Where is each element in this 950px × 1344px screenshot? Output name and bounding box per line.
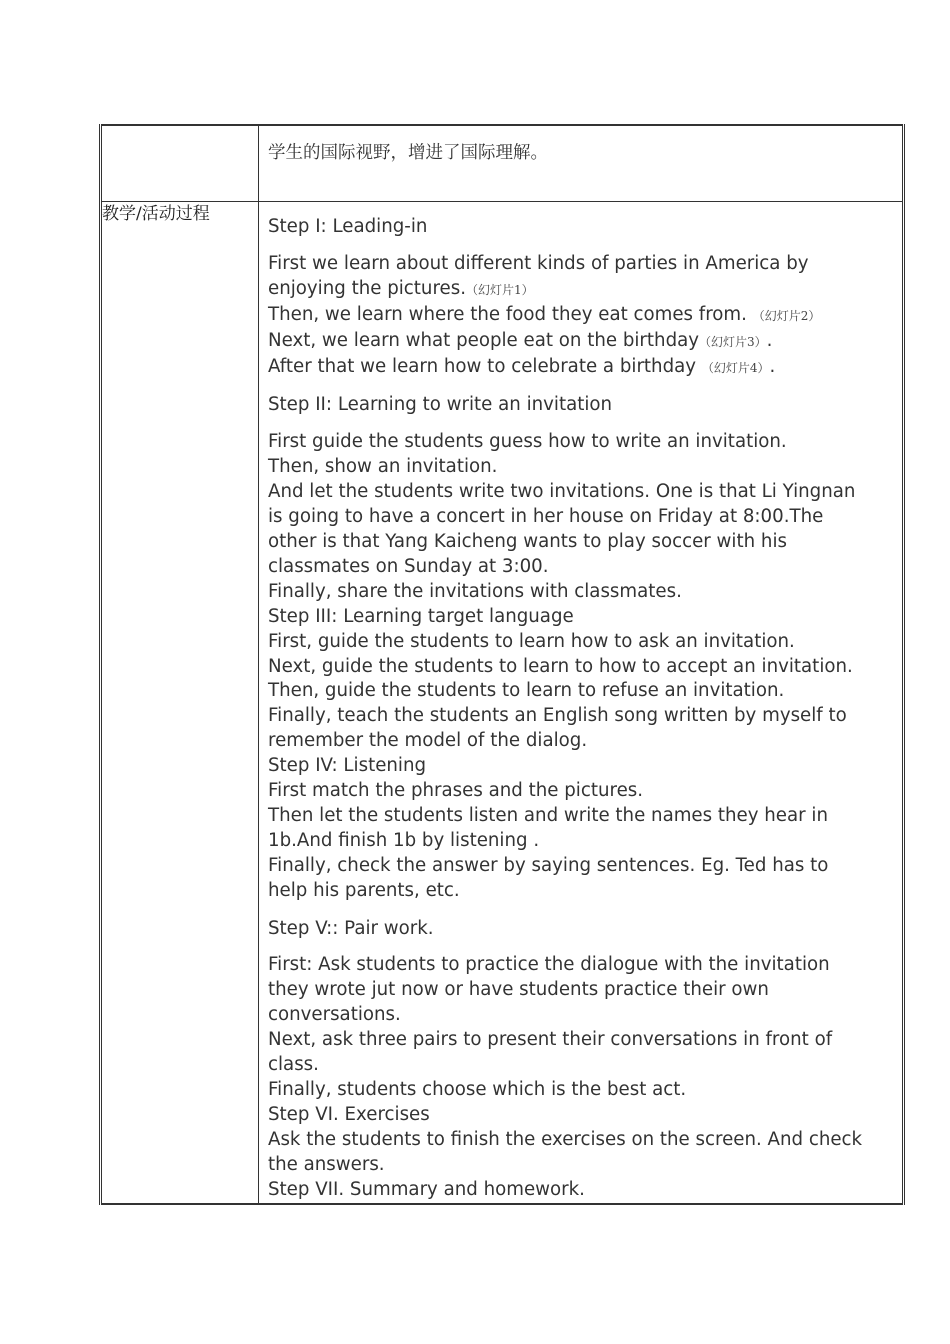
slide-note: （幻灯片3） [699,334,767,349]
text-line: First: Ask students to practice the dialogue with the invitation [268,954,830,976]
line-text: Next, we learn what people eat on the birthday [268,329,700,351]
text-line: conversations. [268,1004,401,1026]
teaching-process-content [259,202,904,1204]
text-line: Step VI. Exercises [268,1103,430,1125]
line-text: After that we learn how to celebrate a birthday [268,355,702,377]
text-line: Step IV: Listening [268,755,427,777]
slide-note: （幻灯片1） [465,282,534,297]
row-label-cell [101,125,259,202]
text-line: Finally, students choose which is the best act. [268,1079,687,1100]
text-line: Step III: Learning target language [268,605,574,627]
row-content-cell [259,125,904,202]
text-line: Then let the students listen and write the names they hear in [268,804,828,826]
text-line: First match the phrases and the pictures. [268,780,644,802]
text-line: Finally, share the invitations with classmates. [268,580,682,602]
line-text: enjoying the pictures. [268,277,466,299]
text-line: First we learn about different kinds of parties in America by [268,252,809,274]
line-end: . [769,355,776,377]
text-line: 1b.And finish 1b by listening . [268,829,540,851]
text-line: classmates on Sunday at 3:00. [268,555,549,577]
step-2-heading: Step II: Learning to write an invitation [268,394,613,416]
text-line: they wrote jut now or have students practice their own [268,979,769,1001]
text-line [268,277,894,303]
text-line: First guide the students guess how to write an invitation. [268,431,787,453]
text-line [268,329,894,355]
step-1-heading: Step I: Leading-in [268,216,428,237]
line-end: . [766,329,773,351]
text-line: is going to have a concert in her house on Friday at 8:00.The [268,506,824,528]
text-line: First, guide the students to learn how to ask an invitation. [268,630,795,652]
table-row [101,125,904,202]
text-line: remember the model of the dialog. [268,730,588,752]
text-line: Then, guide the students to learn to refuse an invitation. [268,680,785,702]
lesson-plan-table [99,124,905,1205]
text-line: Ask the students to finish the exercises on the screen. And check [268,1128,863,1150]
text-line: Step VII. Summary and homework. [268,1178,585,1200]
text-line: other is that Yang Kaicheng wants to play soccer with his [268,530,787,552]
text-line: help his parents, etc. [268,879,460,901]
text-line: the answers. [268,1153,385,1175]
text-line [268,303,894,329]
slide-note: （幻灯片2） [752,308,821,323]
slide-note: （幻灯片4） [701,360,770,375]
step-1-body [268,252,894,381]
step-2-body [268,430,894,903]
text-line: class. [268,1054,319,1076]
teaching-process-label: 教学/活动过程 [101,202,259,1204]
text-line: Then, show an invitation. [268,456,498,478]
text-line: Finally, check the answer by saying sentences. Eg. Ted has to [268,854,829,876]
text-line [268,355,894,381]
line-text: Then, we learn where the food they eat comes from. [268,303,753,325]
text-line: Next, ask three pairs to present their conversations in front of [268,1029,833,1051]
text-line: And let the students write two invitations. One is that Li Yingnan [268,481,856,503]
text-line: Finally, teach the students an English song written by myself to [268,705,847,727]
step-5-body [268,953,894,1202]
table-row [101,202,904,1204]
international-understanding-text: 学生的国际视野，增进了国际理解。 [268,143,548,163]
text-line: Next, guide the students to learn to how to accept an invitation. [268,655,853,677]
step-5-heading: Step V:: Pair work. [268,917,434,939]
